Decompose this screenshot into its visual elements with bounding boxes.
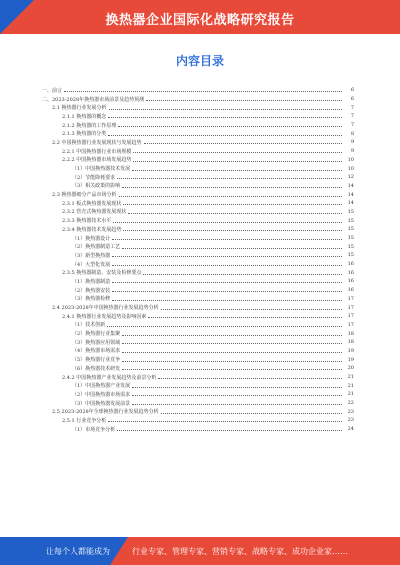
toc-entry[interactable] [42,129,354,138]
toc-entry[interactable] [42,338,354,347]
toc-dot-leader [122,368,342,370]
toc-dot-leader [133,151,342,153]
toc-entry[interactable] [42,182,354,191]
toc-dot-leader [161,412,342,414]
toc-entry-page: 15 [347,208,354,215]
toc-entry-title: 2.3.5 换热器制造、安装及检修要点 [62,270,142,277]
toc-entry[interactable] [42,347,354,356]
toc-entry[interactable] [42,277,354,286]
toc-entry[interactable] [42,164,354,173]
toc-dot-leader [132,386,342,388]
toc-entry-title: （3）相关政策的影响 [72,183,121,190]
toc-dot-leader [113,221,342,223]
toc-entry[interactable] [42,190,354,199]
toc-entry[interactable] [42,173,354,182]
toc-entry[interactable] [42,242,354,251]
toc-dot-leader [158,377,342,379]
toc-dot-leader [123,229,342,231]
toc-entry-page: 23 [347,408,354,415]
toc-entry-page: 21 [347,391,354,398]
toc-entry-title: （3）换热器应用领域 [72,339,121,346]
toc-entry[interactable] [42,286,354,295]
toc-entry-title: （1）中国换热器产业发展 [72,383,131,390]
toc-dot-leader [122,186,342,188]
toc-entry-page: 14 [347,191,354,198]
toc-entry-title: 2.3.1 板式换热器发展现状 [62,200,122,207]
toc-entry[interactable] [42,321,354,330]
toc-entry[interactable] [42,225,354,234]
toc-entry[interactable] [42,364,354,373]
footer-slogan-right: 行业专家、管理专家、营销专家、战略专家、成功企业家…… [132,547,348,556]
toc-entry-title: 2.2.2 中国换热器市场发展趋势 [62,157,132,164]
toc-entry-page: 10 [347,165,354,172]
toc-entry-title: （3）中国换热器发展前景 [72,400,131,407]
toc-entry-title: 2.1.3 换热器的分类 [62,131,107,138]
toc-entry-title: 2.3.3 换热器技术水平 [62,218,112,225]
toc-entry-title: 2.1.1 换热器的概念 [62,113,107,120]
toc-dot-leader [112,290,342,292]
toc-entry-title: （2）节能降耗要求 [72,174,116,181]
toc-entry-page: 16 [347,278,354,285]
toc-dot-leader [143,273,342,275]
toc-entry-title: （5）换热器行业竞争 [72,357,121,364]
toc-entry-page: 12 [347,174,354,181]
toc-entry-title: （1）技术创新 [72,322,106,329]
toc-entry-title: 二、2023-2028年换热器市场前景及趋势预测 [42,96,145,103]
toc-entry-page: 15 [347,217,354,224]
toc-dot-leader [123,203,342,205]
toc-entry[interactable] [42,355,354,364]
toc-entry[interactable] [42,156,354,165]
toc-entry-title: 2.5.1 行业竞争分析 [62,417,107,424]
toc-entry[interactable] [42,121,354,130]
toc-dot-leader [112,255,342,257]
toc-entry[interactable] [42,425,354,434]
toc-dot-leader [117,177,342,179]
toc-entry-title: 2.3.2 管壳式换热器发展现状 [62,209,127,216]
toc-dot-leader [122,247,342,249]
toc-entry[interactable] [42,416,354,425]
toc-dot-leader [122,351,342,353]
toc-dot-leader [112,299,342,301]
toc-entry-title: 2.2.1 中国换热器行业市场规模 [62,148,132,155]
toc-entry-title: （1）换热器制造 [72,278,111,285]
toc-entry-title: 2.1.2 换热器的工作原理 [62,122,117,129]
toc-dot-leader [144,142,342,144]
toc-dot-leader [132,169,342,171]
toc-entry-title: （1）换热器设计 [72,235,111,242]
toc-entry-title: 一、前言 [42,87,63,94]
toc-entry[interactable] [42,381,354,390]
toc-entry[interactable] [42,216,354,225]
footer-slogan-left: 让每个人都能成为 [46,547,110,556]
toc-dot-leader [148,316,342,318]
toc-entry-title: （3）新型换热器 [72,252,111,259]
toc-entry-title: 2.3.4 换热器技术发展趋势 [62,226,122,233]
toc-entry-page: 10 [347,156,354,163]
toc-entry-page: 19 [347,356,354,363]
toc-dot-leader [64,90,342,92]
toc-entry[interactable] [42,399,354,408]
report-header-band [0,0,400,34]
toc-dot-leader [132,403,342,405]
toc-dot-leader [109,108,342,110]
toc-dot-leader [112,238,342,240]
toc-entry[interactable] [42,251,354,260]
toc-entry-page: 6 [350,96,354,103]
toc-entry-page: 18 [347,330,354,337]
toc-entry[interactable] [42,329,354,338]
toc-entry-title: （4）换热器市场需求 [72,348,121,355]
toc-entry-page: 24 [347,426,354,433]
toc-entry-page: 7 [350,104,354,111]
toc-dot-leader [112,281,342,283]
toc-entry[interactable] [42,234,354,243]
toc-entry[interactable] [42,268,354,277]
toc-entry-title: 2.3 换热器细分产品市场分析 [52,192,117,199]
toc-entry[interactable] [42,112,354,121]
toc-entry-title: （3）换热器检修 [72,296,111,303]
toc-entry-title: （2）换热器行业集聚 [72,331,121,338]
toc-entry-page: 15 [347,226,354,233]
toc-entry[interactable] [42,373,354,382]
toc-entry[interactable] [42,407,354,416]
toc-entry-page: 17 [347,313,354,320]
toc-entry[interactable] [42,103,354,112]
toc-dot-leader [112,264,342,266]
toc-dot-leader [108,420,342,422]
toc-entry-page: 15 [347,235,354,242]
toc-dot-leader [128,212,342,214]
toc-entry-title: （2）换热器制造工艺 [72,244,121,251]
toc-entry-title: 2.4.1 换热器行业发展趋势及影响因素 [62,313,147,320]
toc-entry-page: 23 [347,417,354,424]
toc-dot-leader [133,160,342,162]
toc-dot-leader [122,334,342,336]
toc-dot-leader [119,195,342,197]
toc-entry-title: 2.4 2023-2028年中国换热器行业发展趋势分析 [52,305,159,312]
toc-entry-page: 22 [347,400,354,407]
toc-entry-title: （2）中国换热器市场需求 [72,391,131,398]
toc-entry-page: 15 [347,243,354,250]
toc-dot-leader [161,308,342,310]
toc-dot-leader [146,99,342,101]
toc-entry[interactable] [42,260,354,269]
toc-entry-page: 19 [347,347,354,354]
toc-entry-title: 2.4.2 中国换热器产业发展趋势及前景分析 [62,374,157,381]
toc-entry-page: 9 [350,148,354,155]
toc-entry-page: 20 [347,365,354,372]
table-of-contents [42,86,354,434]
toc-entry-page: 18 [347,339,354,346]
toc-entry-title: （4）大型化发展 [72,261,111,268]
toc-entry-title: （2）换热器安装 [72,287,111,294]
toc-entry-page: 17 [347,295,354,302]
toc-entry[interactable] [42,199,354,208]
toc-entry[interactable] [42,390,354,399]
toc-entry[interactable] [42,86,354,95]
toc-entry[interactable] [42,303,354,312]
toc-entry-page: 15 [347,252,354,259]
toc-entry[interactable] [42,147,354,156]
toc-dot-leader [132,394,342,396]
toc-entry-page: 21 [347,374,354,381]
toc-heading: 内容目录 [175,54,224,68]
toc-entry-title: 2.1 换热器行业发展分析 [52,105,107,112]
toc-dot-leader [108,134,342,136]
toc-entry-page: 21 [347,382,354,389]
toc-entry-page: 16 [347,261,354,268]
toc-dot-leader [122,342,342,344]
toc-entry-page: 8 [350,130,354,137]
toc-dot-leader [108,116,342,118]
toc-entry-page: 14 [347,200,354,207]
toc-entry-page: 9 [350,139,354,146]
toc-dot-leader [118,125,342,127]
toc-entry-page: 14 [347,182,354,189]
toc-dot-leader [117,429,342,431]
report-title: 换热器企业国际化战略研究报告 [105,13,295,28]
toc-entry[interactable] [42,95,354,104]
toc-entry-title: （1）中国换热器技术发展 [72,166,131,173]
toc-entry-page: 7 [350,113,354,120]
toc-entry[interactable] [42,312,354,321]
toc-dot-leader [107,325,342,327]
toc-dot-leader [122,360,342,362]
report-footer-band [0,537,400,565]
toc-entry-page: 17 [347,321,354,328]
toc-entry-page: 16 [347,269,354,276]
toc-entry-title: 2.5 2023-2028年全球换热器行业发展趋势分析 [52,409,159,416]
toc-entry-title: （6）换热器技术研发 [72,365,121,372]
toc-entry-page: 7 [350,122,354,129]
toc-entry[interactable] [42,208,354,217]
toc-entry-title: 2.2 中国换热器行业发展现状与发展趋势 [52,139,142,146]
toc-entry-page: 17 [347,304,354,311]
toc-entry-title: （1）市场竞争分析 [72,426,116,433]
toc-entry-page: 6 [350,87,354,94]
toc-entry-page: 16 [347,287,354,294]
toc-entry[interactable] [42,295,354,304]
toc-entry[interactable] [42,138,354,147]
